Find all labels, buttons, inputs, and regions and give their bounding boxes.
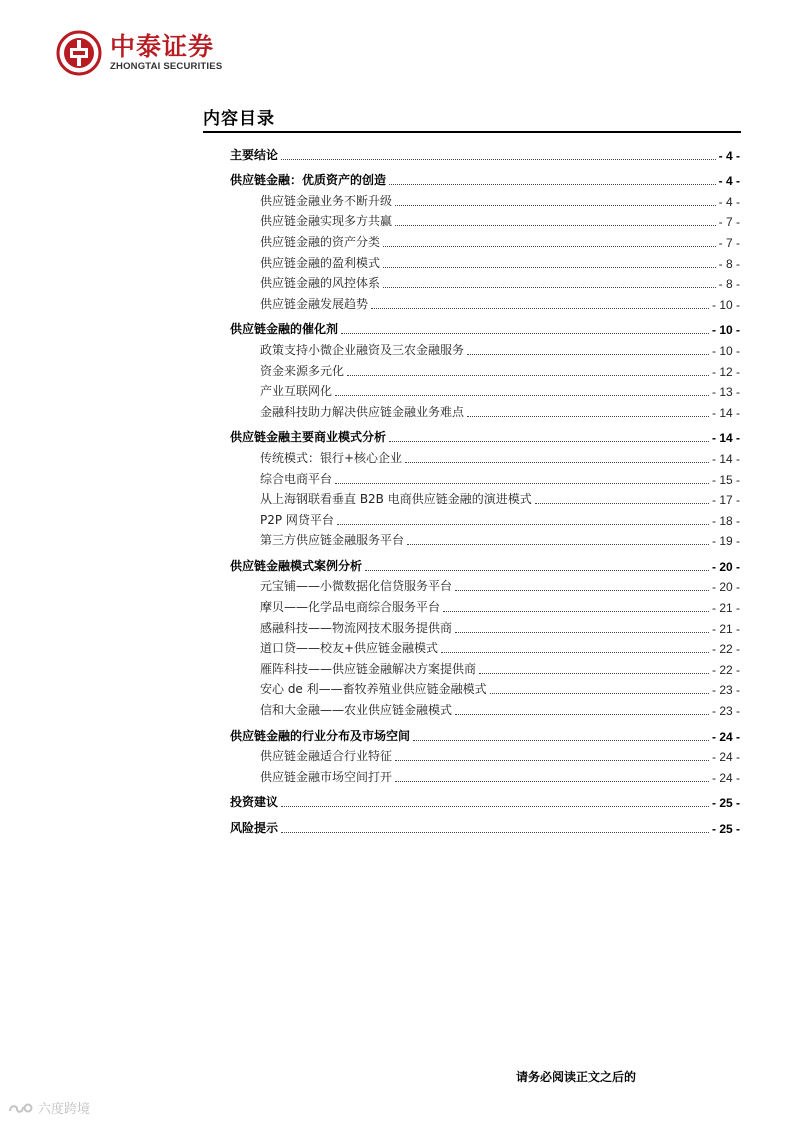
toc-subsection-entry[interactable]	[230, 636, 740, 657]
dot-leader	[467, 416, 709, 417]
toc-entry-title: 安心 de 利——畜牧养殖业供应链金融模式	[260, 682, 487, 697]
toc-section-entry[interactable]	[230, 425, 740, 446]
toc-subsection-entry[interactable]	[230, 697, 740, 718]
toc-entry-title: 摩贝——化学品电商综合服务平台	[260, 600, 441, 615]
company-logo	[56, 30, 222, 76]
toc-subsection-entry[interactable]	[230, 445, 740, 466]
toc-page-number: - 8 -	[718, 256, 740, 271]
toc-subsection-entry[interactable]	[230, 507, 740, 528]
toc-subsection-entry[interactable]	[230, 744, 740, 765]
toc-page-number: - 17 -	[711, 493, 740, 508]
toc-page-number: - 25 -	[711, 822, 740, 836]
toc-subsection-entry[interactable]	[230, 379, 740, 400]
dot-leader	[535, 503, 709, 504]
toc-entry-title: 综合电商平台	[260, 471, 333, 486]
toc-entry-title: 感融科技——物流网技术服务提供商	[260, 620, 453, 635]
brand-name-en: ZHONGTAI SECURITIES	[110, 61, 223, 72]
title-divider	[203, 131, 741, 133]
dot-leader	[281, 159, 716, 160]
toc-page-number: - 14 -	[711, 405, 740, 420]
dot-leader	[365, 570, 709, 571]
toc-entry-title: 供应链金融实现多方共赢	[260, 214, 393, 229]
toc-entry-title: 金融科技助力解决供应链金融业务难点	[260, 404, 465, 419]
toc-entry-title: 供应链金融：优质资产的创造	[230, 173, 387, 188]
dot-leader	[455, 714, 709, 715]
toc-subsection-entry[interactable]	[230, 574, 740, 595]
dot-leader	[337, 524, 709, 525]
dot-leader	[407, 544, 709, 545]
toc-entry-title: 供应链金融适合行业特征	[260, 749, 393, 764]
toc-subsection-entry[interactable]	[230, 271, 740, 292]
toc-entry-title: 供应链金融的风控体系	[260, 276, 381, 291]
dot-leader	[389, 184, 716, 185]
toc-subsection-entry[interactable]	[230, 615, 740, 636]
table-of-contents	[230, 142, 740, 836]
dot-leader	[383, 287, 716, 288]
toc-subsection-entry[interactable]	[230, 291, 740, 312]
dot-leader	[389, 441, 709, 442]
toc-page-number: - 4 -	[718, 194, 740, 209]
dot-leader	[395, 225, 716, 226]
toc-entry-title: 雁阵科技——供应链金融解决方案提供商	[260, 661, 477, 676]
toc-page-number: - 18 -	[711, 513, 740, 528]
toc-entry-title: 供应链金融发展趋势	[260, 296, 369, 311]
toc-subsection-entry[interactable]	[230, 656, 740, 677]
toc-entry-title: 供应链金融模式案例分析	[230, 558, 363, 573]
toc-entry-title: 风险提示	[230, 821, 279, 835]
toc-page-number: - 21 -	[711, 601, 740, 616]
toc-page-number: - 23 -	[711, 683, 740, 698]
dot-leader	[395, 781, 709, 782]
toc-subsection-entry[interactable]	[230, 528, 740, 549]
dot-leader	[395, 760, 709, 761]
toc-page-number: - 15 -	[711, 472, 740, 487]
toc-entry-title: 供应链金融市场空间打开	[260, 769, 393, 784]
toc-entry-title: 从上海钢联看垂直 B2B 电商供应链金融的演进模式	[260, 492, 532, 507]
toc-entry-title: 第三方供应链金融服务平台	[260, 533, 405, 548]
toc-section-entry[interactable]	[230, 168, 740, 189]
watermark-text: 六度跨境	[38, 1102, 91, 1117]
toc-page-number: - 22 -	[711, 642, 740, 657]
toc-page-number: - 21 -	[711, 621, 740, 636]
toc-page-number: - 4 -	[718, 148, 740, 163]
dot-leader	[490, 693, 709, 694]
toc-page-number: - 14 -	[711, 431, 740, 446]
toc-page-number: - 24 -	[711, 770, 740, 785]
toc-page-number: - 20 -	[711, 559, 740, 574]
dot-leader	[467, 354, 709, 355]
toc-subsection-entry[interactable]	[230, 399, 740, 420]
watermark	[8, 1098, 90, 1117]
toc-subsection-entry[interactable]	[230, 677, 740, 698]
toc-page-number: - 24 -	[711, 750, 740, 765]
dot-leader	[383, 267, 716, 268]
dot-leader	[413, 740, 709, 741]
toc-subsection-entry[interactable]	[230, 764, 740, 785]
toc-page-number: - 10 -	[711, 343, 740, 358]
toc-page-number: - 4 -	[718, 174, 740, 189]
toc-page-number: - 8 -	[718, 277, 740, 292]
toc-subsection-entry[interactable]	[230, 358, 740, 379]
dot-leader	[455, 590, 709, 591]
dot-leader	[441, 652, 709, 653]
toc-entry-title: 道口贷——校友+供应链金融模式	[260, 641, 439, 656]
toc-entry-title: 供应链金融的盈利模式	[260, 255, 381, 270]
dot-leader	[347, 375, 709, 376]
toc-entry-title: P2P 网贷平台	[260, 512, 334, 527]
toc-subsection-entry[interactable]	[230, 250, 740, 271]
dot-leader	[383, 246, 716, 247]
toc-page-number: - 19 -	[711, 534, 740, 549]
toc-entry-title: 供应链金融业务不断升级	[260, 193, 393, 208]
toc-subsection-entry[interactable]	[230, 229, 740, 250]
dot-leader	[335, 483, 709, 484]
toc-subsection-entry[interactable]	[230, 188, 740, 209]
toc-entry-title: 供应链金融主要商业模式分析	[230, 430, 387, 445]
brand-name-cn: 中泰证券	[110, 32, 215, 61]
dot-leader	[281, 806, 709, 807]
toc-page-number: - 14 -	[711, 451, 740, 466]
toc-page-number: - 10 -	[711, 323, 740, 338]
toc-subsection-entry[interactable]	[230, 594, 740, 615]
toc-entry-title: 政策支持小微企业融资及三农金融服务	[260, 342, 465, 357]
dot-leader	[405, 462, 709, 463]
toc-section-entry[interactable]	[230, 815, 740, 836]
toc-entry-title: 资金来源多元化	[260, 363, 345, 378]
toc-entry-title: 供应链金融的催化剂	[230, 322, 339, 337]
dot-leader	[479, 673, 709, 674]
toc-title: 内容目录	[203, 109, 275, 129]
toc-entry-title: 投资建议	[230, 795, 279, 810]
toc-entry-title: 供应链金融的行业分布及市场空间	[230, 728, 411, 743]
toc-entry-title: 元宝铺——小微数据化信贷服务平台	[260, 579, 453, 594]
toc-page-number: - 24 -	[711, 729, 740, 744]
dot-leader	[395, 205, 716, 206]
watermark-logo-icon	[8, 1101, 34, 1115]
toc-page-number: - 22 -	[711, 662, 740, 677]
toc-page-number: - 12 -	[711, 364, 740, 379]
toc-page-number: - 20 -	[711, 580, 740, 595]
toc-entry-title: 供应链金融的资产分类	[260, 234, 381, 249]
toc-page-number: - 7 -	[718, 235, 740, 250]
toc-entry-title: 产业互联网化	[260, 384, 333, 399]
toc-entry-title: 信和大金融——农业供应链金融模式	[260, 703, 453, 718]
toc-subsection-entry[interactable]	[230, 209, 740, 230]
dot-leader	[443, 611, 709, 612]
dot-leader	[335, 395, 709, 396]
toc-entry-title: 传统模式：银行+核心企业	[260, 450, 403, 465]
toc-page-number: - 7 -	[718, 215, 740, 230]
toc-subsection-entry[interactable]	[230, 337, 740, 358]
toc-page-number: - 23 -	[711, 704, 740, 719]
dot-leader	[371, 308, 709, 309]
dot-leader	[281, 832, 709, 833]
dot-leader	[341, 333, 709, 334]
toc-subsection-entry[interactable]	[230, 466, 740, 487]
toc-entry-title: 主要结论	[230, 147, 279, 162]
toc-page-number: - 13 -	[711, 385, 740, 400]
toc-section-entry[interactable]	[230, 553, 740, 574]
toc-section-entry[interactable]	[230, 142, 740, 163]
toc-section-entry[interactable]	[230, 317, 740, 338]
toc-subsection-entry[interactable]	[230, 487, 740, 508]
toc-section-entry[interactable]	[230, 723, 740, 744]
toc-page-number: - 10 -	[711, 297, 740, 312]
dot-leader	[455, 632, 709, 633]
disclaimer-note: 请务必阅读正文之后的	[516, 1070, 637, 1084]
zhongtai-logo-icon	[56, 30, 102, 76]
toc-section-entry[interactable]	[230, 790, 740, 811]
toc-page-number: - 25 -	[711, 796, 740, 811]
